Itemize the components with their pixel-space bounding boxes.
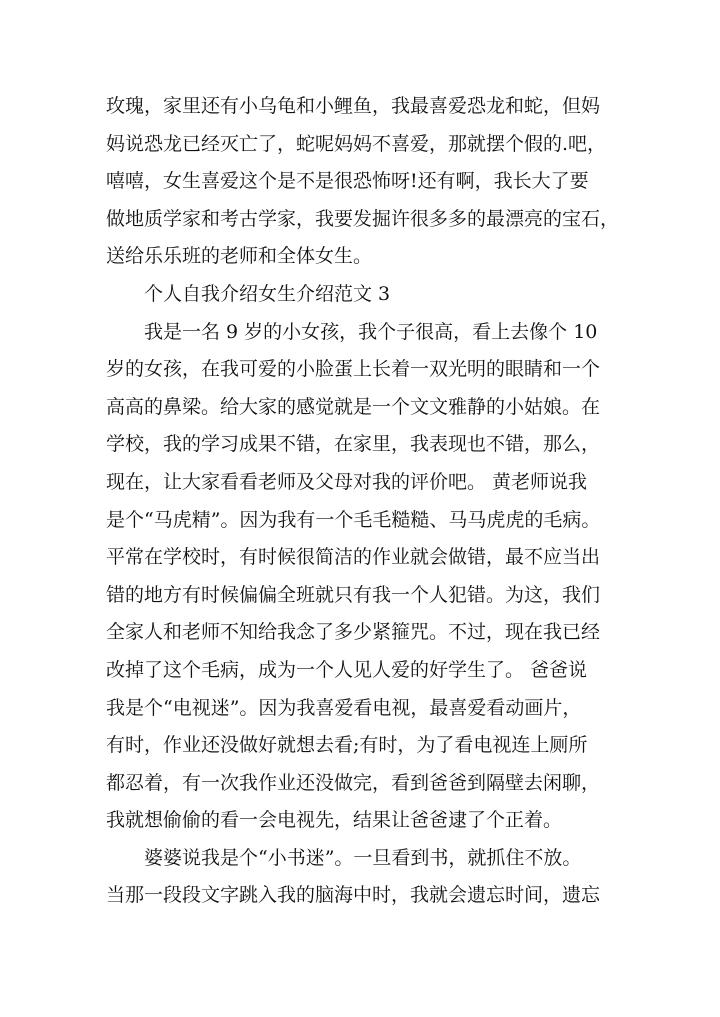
text-line: 都忍着，有一次我作业还没做完，看到爸爸到隔壁去闲聊， [106, 771, 601, 794]
text-line: 送给乐乐班的老师和全体女生。 [106, 245, 373, 268]
text-line: 学校，我的学习成果不错，在家里，我表现也不错，那么， [106, 433, 601, 456]
text-line: 妈说恐龙已经灭亡了，蛇呢妈妈不喜爱，那就摆个假的.吧， [106, 132, 607, 155]
text-line: 错的地方有时候偏偏全班就只有我一个人犯错。为这，我们 [106, 583, 601, 606]
text-line: 做地质学家和考古学家，我要发掘许很多多的最漂亮的宝石， [106, 207, 620, 230]
text-line: 当那一段段文字跳入我的脑海中时，我就会遗忘时间，遗忘 [106, 884, 601, 907]
text-line: 平常在学校时，有时候很简洁的作业就会做错，最不应当出 [106, 546, 601, 569]
text-line: 岁的女孩，在我可爱的小脸蛋上长着一双光明的眼睛和一个 [106, 358, 601, 381]
text-line: 现在，让大家看看老师及父母对我的评价吧。 黄老师说我 [106, 470, 588, 493]
text-line: 全家人和老师不知给我念了多少紧箍咒。不过，现在我已经 [106, 621, 601, 644]
text-line: 改掉了这个毛病，成为一个人见人爱的好学生了。 爸爸说 [106, 658, 588, 681]
text-line: 婆婆说我是个“小书迷”。一旦看到书，就抓住不放。 [144, 846, 582, 869]
section-heading: 个人自我介绍女生介绍范文 3 [144, 282, 391, 305]
text-line: 我是个“电视迷”。因为我喜爱看电视，最喜爱看动画片， [106, 696, 582, 719]
text-line: 我就想偷偷的看一会电视先，结果让爸爸逮了个正着。 [106, 809, 563, 832]
text-line: 嘻嘻，女生喜爱这个是不是很恐怖呀!还有啊，我长大了要 [106, 170, 589, 193]
text-line: 我是一名 9 岁的小女孩，我个子很高，看上去像个 10 [144, 320, 598, 343]
text-line: 有时，作业还没做好就想去看;有时，为了看电视连上厕所 [106, 734, 588, 757]
document-body [106, 88, 620, 915]
text-line: 是个“马虎精”。因为我有一个毛毛糙糙、马马虎虎的毛病。 [106, 508, 601, 531]
text-line: 高高的鼻梁。给大家的感觉就是一个文文雅静的小姑娘。在 [106, 395, 601, 418]
text-line: 玫瑰，家里还有小乌龟和小鲤鱼，我最喜爱恐龙和蛇，但妈 [106, 95, 601, 117]
